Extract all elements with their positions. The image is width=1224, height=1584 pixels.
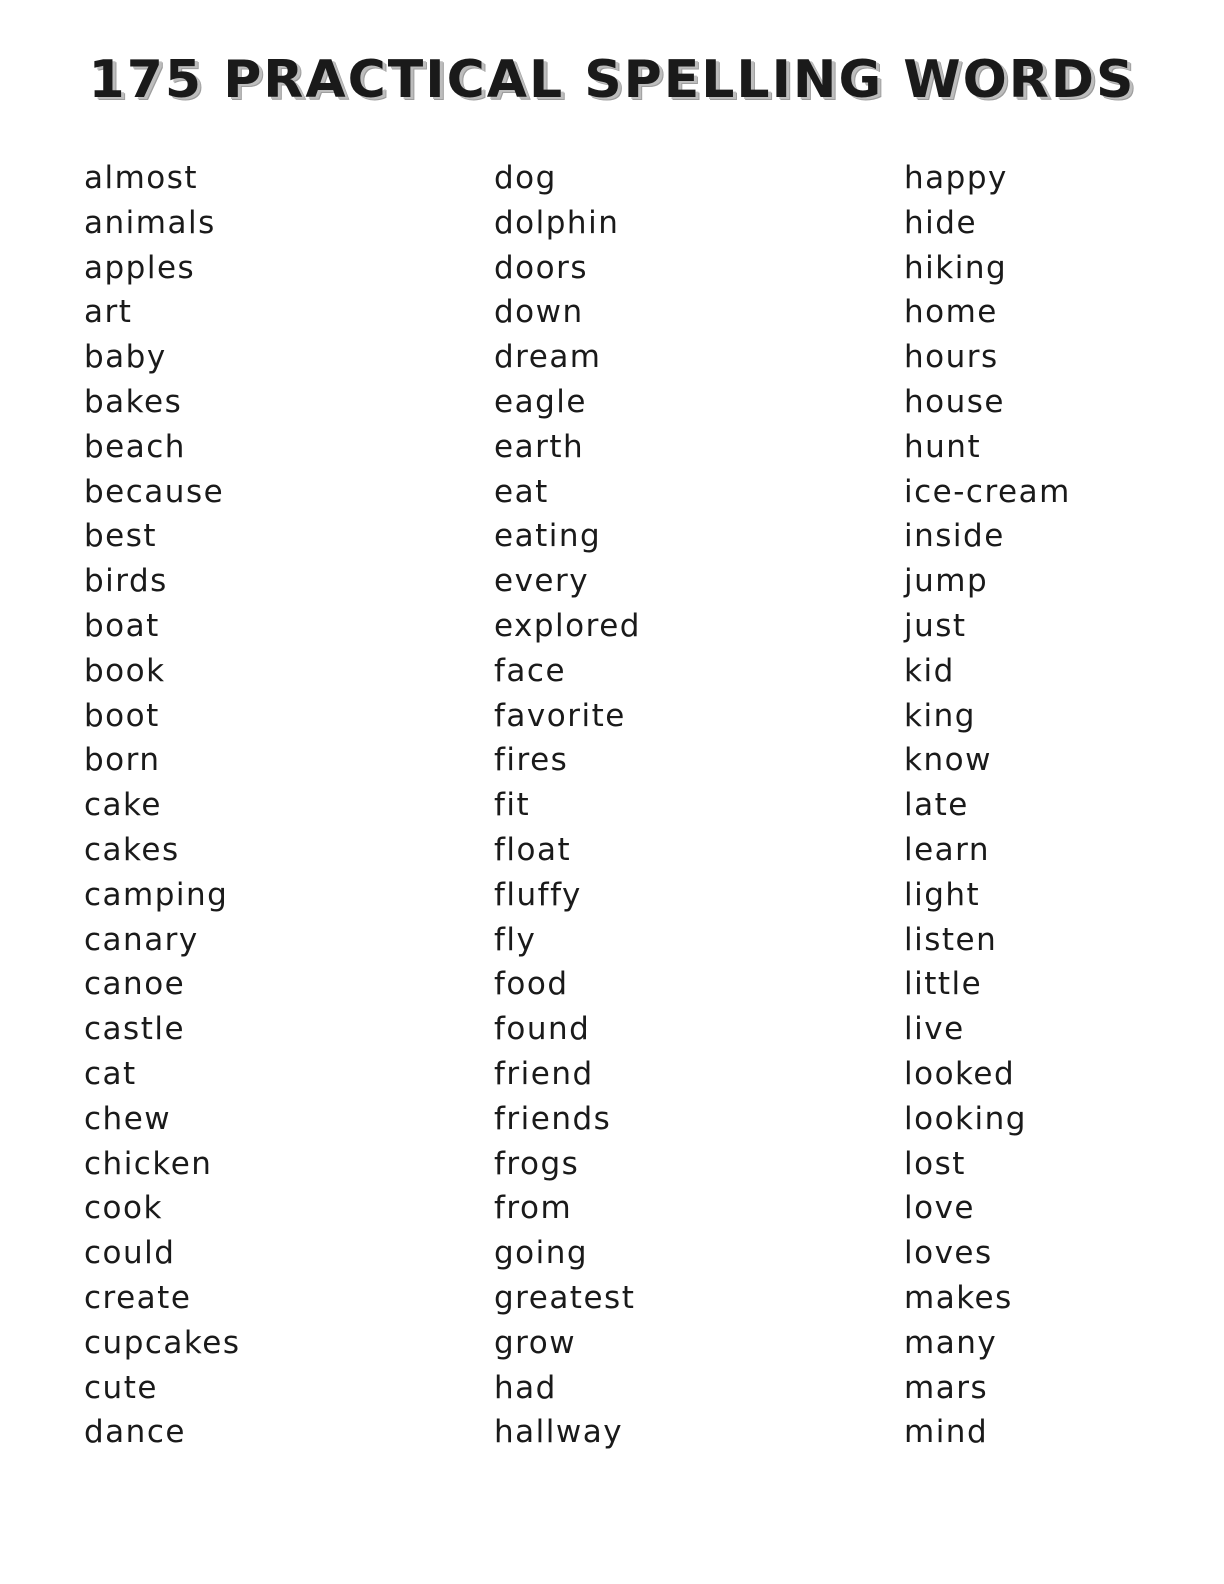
word-item: live bbox=[904, 1011, 965, 1048]
word-item: down bbox=[494, 294, 584, 331]
word-item: dog bbox=[494, 160, 557, 196]
word-item: book bbox=[84, 652, 166, 689]
word-item: chew bbox=[84, 1100, 172, 1137]
word-item: looking bbox=[904, 1100, 1027, 1137]
word-item: hide bbox=[904, 204, 978, 241]
word-item: animals bbox=[84, 204, 216, 241]
word-item: dance bbox=[84, 1414, 186, 1451]
word-item: looked bbox=[904, 1055, 1016, 1092]
word-item: friend bbox=[494, 1055, 594, 1092]
word-item: baby bbox=[84, 339, 167, 376]
word-item: hiking bbox=[904, 249, 1008, 286]
word-column-2 bbox=[494, 156, 641, 1455]
word-item: mars bbox=[904, 1369, 989, 1406]
word-item: born bbox=[84, 742, 161, 779]
word-item: camping bbox=[84, 876, 229, 913]
word-item: canoe bbox=[84, 966, 186, 1003]
word-column-3 bbox=[904, 156, 1071, 1455]
word-item: friends bbox=[494, 1100, 612, 1137]
word-item: frogs bbox=[494, 1145, 580, 1182]
word-item: chicken bbox=[84, 1145, 213, 1182]
word-item: jump bbox=[904, 563, 989, 600]
word-item: fluffy bbox=[494, 876, 582, 913]
word-item: going bbox=[494, 1235, 589, 1272]
word-item: boot bbox=[84, 697, 160, 734]
word-item: castle bbox=[84, 1011, 186, 1048]
word-item: kid bbox=[904, 652, 955, 689]
word-item: cake bbox=[84, 787, 162, 824]
word-item: birds bbox=[84, 563, 168, 600]
word-item: earth bbox=[494, 428, 585, 465]
word-item: lost bbox=[904, 1145, 966, 1182]
word-item: favorite bbox=[494, 697, 626, 734]
word-item: canary bbox=[84, 921, 199, 958]
word-item: hours bbox=[904, 339, 999, 376]
word-item: because bbox=[84, 473, 225, 510]
word-item: light bbox=[904, 876, 981, 913]
word-item: loves bbox=[904, 1235, 993, 1272]
word-item: happy bbox=[904, 160, 1008, 196]
word-item: house bbox=[904, 383, 1005, 420]
word-item: food bbox=[494, 966, 569, 1003]
word-item: dream bbox=[494, 339, 602, 376]
word-list bbox=[0, 156, 1224, 1456]
word-item: many bbox=[904, 1324, 998, 1361]
word-item: just bbox=[904, 607, 967, 644]
word-item: cook bbox=[84, 1190, 163, 1227]
word-item: know bbox=[904, 742, 992, 779]
word-item: cute bbox=[84, 1369, 158, 1406]
word-item: fly bbox=[494, 921, 537, 958]
word-item: makes bbox=[904, 1279, 1013, 1316]
word-item: fit bbox=[494, 787, 531, 824]
word-item: art bbox=[84, 294, 133, 331]
word-item: eating bbox=[494, 518, 602, 555]
word-item: face bbox=[494, 652, 567, 689]
word-item: eat bbox=[494, 473, 549, 510]
word-item: home bbox=[904, 294, 998, 331]
word-item: cupcakes bbox=[84, 1324, 241, 1361]
word-column-1 bbox=[84, 156, 240, 1455]
word-item: every bbox=[494, 563, 590, 600]
page-title: 175 PRACTICAL SPELLING WORDS bbox=[88, 50, 1136, 110]
word-item: cat bbox=[84, 1055, 137, 1092]
word-item: bakes bbox=[84, 383, 183, 420]
word-item: float bbox=[494, 831, 572, 868]
word-item: inside bbox=[904, 518, 1005, 555]
word-item: ice-cream bbox=[904, 473, 1071, 510]
word-item: greatest bbox=[494, 1279, 636, 1316]
word-item: beach bbox=[84, 428, 186, 465]
word-item: learn bbox=[904, 831, 991, 868]
word-item: found bbox=[494, 1011, 591, 1048]
word-item: create bbox=[84, 1279, 192, 1316]
word-item: mind bbox=[904, 1414, 989, 1451]
word-item: cakes bbox=[84, 831, 180, 868]
word-item: best bbox=[84, 518, 158, 555]
word-item: from bbox=[494, 1190, 573, 1227]
word-item: hunt bbox=[904, 428, 982, 465]
word-item: had bbox=[494, 1369, 557, 1406]
word-item: could bbox=[84, 1235, 176, 1272]
word-item: fires bbox=[494, 742, 569, 779]
word-item: late bbox=[904, 787, 969, 824]
word-item: love bbox=[904, 1190, 975, 1227]
word-item: almost bbox=[84, 160, 199, 196]
word-item: little bbox=[904, 966, 983, 1003]
word-item: boat bbox=[84, 607, 160, 644]
word-item: listen bbox=[904, 921, 998, 958]
word-item: eagle bbox=[494, 383, 587, 420]
word-item: explored bbox=[494, 607, 641, 644]
word-item: king bbox=[904, 697, 976, 734]
word-item: dolphin bbox=[494, 204, 620, 241]
word-item: hallway bbox=[494, 1414, 624, 1451]
word-item: apples bbox=[84, 249, 196, 286]
word-item: grow bbox=[494, 1324, 577, 1361]
word-item: doors bbox=[494, 249, 589, 286]
